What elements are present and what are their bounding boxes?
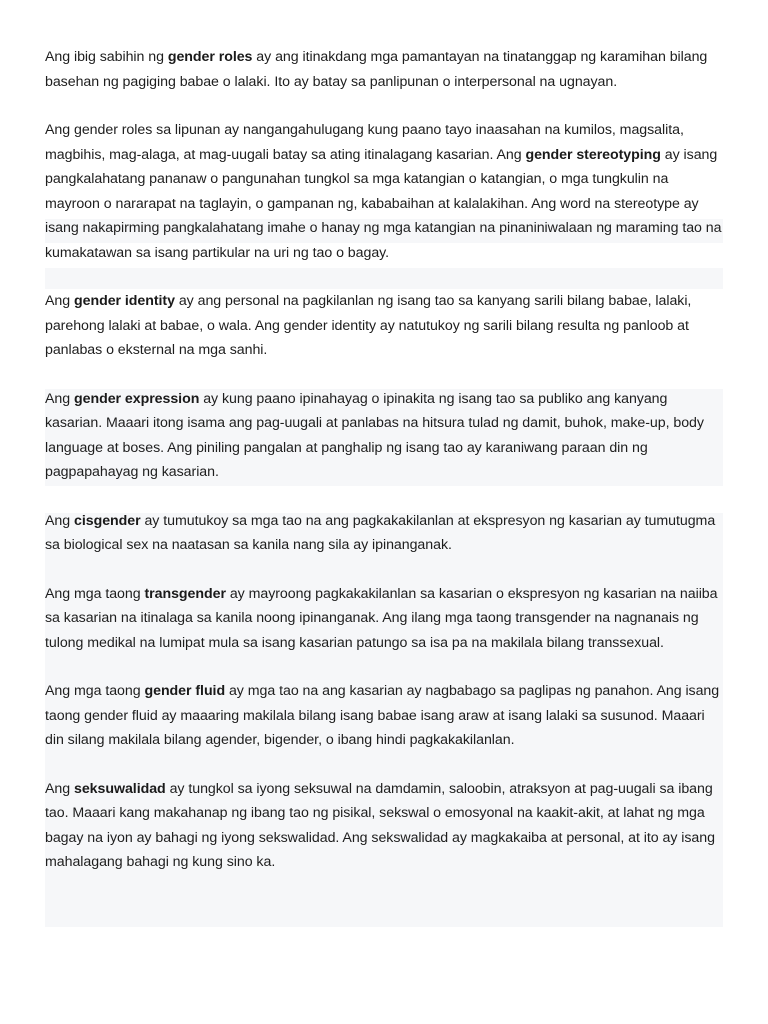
paragraph-transgender — [45, 582, 723, 656]
paragraph-text: ay tumutukoy sa mga tao na ang pagkakakilanlan at ekspresyon ng kasarian ay tumutugma sa biological sex na naatasan sa kanila nang sila ay ipinanganak. — [45, 512, 716, 553]
paragraph-gender-identity — [45, 289, 723, 363]
paragraph-gender-expression — [45, 387, 723, 485]
paragraph-text: Ang mga taong — [45, 585, 145, 602]
paragraph-text: Ang mga taong — [45, 683, 145, 699]
paragraph-text: ay ang personal na pagkilanlan ng isang tao sa kanyang sarili bilang babae, lalaki, parehong lalaki at babae, o wala. Ang gender identity ay natutukoy ng sarili bilang resulta ng panloob at panlabas o eksternal na mga sanhi. — [45, 293, 692, 358]
term-gender-identity: gender identity — [74, 293, 175, 309]
term-gender-roles: gender roles — [167, 49, 253, 65]
paragraph-text: ay ang itinakdang mga pamantayan na tinatanggap ng karamihan bilang basehan ng pagiging babae o lalaki. Ito ay batay sa panlipunan o interpersonal na ugnayan. — [45, 49, 708, 90]
paragraph-gender-stereotyping — [45, 118, 723, 265]
paragraph-cisgender — [45, 509, 723, 558]
term-gender-stereotyping: gender stereotyping — [525, 146, 661, 163]
paragraph-text: ay tungkol sa iyong seksuwal na damdamin, saloobin, atraksyon at pag-uugali sa ibang tao. Maaari kang makahanap ng ibang tao ng pisikal, sekswal o emosyonal na kaakit-akit, at lahat ng mga bagay na iyon ay bahagi ng iyong sekswalidad. Ang sekswalidad ay magkakaiba at personal, at ito ay isang mahalagang bahagi ng kung sino ka. — [45, 780, 715, 870]
paragraph-text: ay isang pangkalahatang pananaw o pangunahan tungkol sa mga katangian o katangian, o mga tungkulin na mayroon o nararapat na taglayin, o gampanan ng, kababaihan at kalalakihan. Ang word na stereotype ay isang nakapirming pangkalahatang imahe o hanay ng mga katangian na pinaniniwalaan ng maraming tao na kumakatawan sa isang partikular na uri ng tao o bagay. — [45, 146, 722, 261]
paragraph-text: Ang ibig sabihin ng — [45, 49, 168, 65]
term-transgender: transgender — [144, 585, 226, 602]
term-seksuwalidad: seksuwalidad — [74, 780, 166, 797]
paragraph-text: Ang — [45, 780, 74, 797]
paragraph-gender-roles — [45, 45, 723, 94]
paragraph-text: Ang gender roles sa lipunan ay nangangahulugang kung paano tayo inaasahan na kumilos, magsalita, magbihis, mag-alaga, at mag-uugali batay sa ating itinalagang kasarian. Ang — [45, 122, 684, 163]
paragraph-text: ay kung paano ipinahayag o ipinakita ng isang tao sa publiko ang kanyang kasarian. Maaari itong isama ang pag-uugali at panlabas na hitsura tulad ng damit, buhok, make-up, body language at boses. Ang piniling pangalan at panghalip ng isang tao ay karaniwang paraan din ng pagpapahayag ng kasarian. — [45, 390, 704, 480]
document-body — [45, 45, 723, 875]
term-cisgender: cisgender — [74, 512, 141, 529]
paragraph-gender-fluid — [45, 679, 723, 753]
paragraph-text: Ang — [45, 293, 74, 309]
paragraph-seksuwalidad — [45, 777, 723, 875]
term-gender-fluid: gender fluid — [144, 683, 226, 699]
paragraph-text: ay mayroong pagkakakilanlan sa kasarian o ekspresyon ng kasarian na naiiba sa kasarian na itinalaga sa kanila noong ipinanganak. Ang ilang mga taong transgender na nagnanais ng tulong medikal na lumipat mula sa isang kasarian patungo sa isa pa na makilala bilang transsexual. — [45, 585, 718, 651]
term-gender-expression: gender expression — [74, 390, 200, 407]
paragraph-text: Ang — [45, 512, 74, 529]
paragraph-text: Ang — [45, 390, 74, 407]
paragraph-text: ay mga tao na ang kasarian ay nagbabago sa paglipas ng panahon. Ang isang taong gender fluid ay maaaring makilala bilang isang babae isang araw at isang lalaki sa susunod. Maaari din silang makilala bilang agender, bigender, o ibang hindi pagkakakilanlan. — [45, 683, 720, 748]
